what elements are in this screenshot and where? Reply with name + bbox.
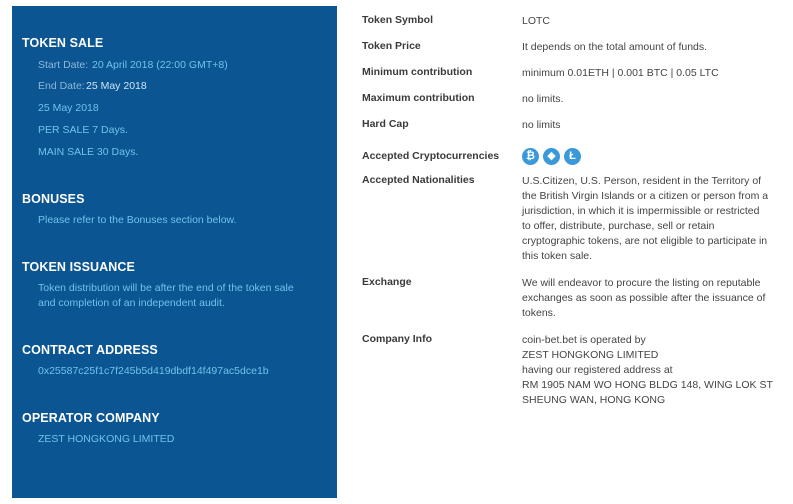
operator-company-heading: OPERATOR COMPANY: [22, 411, 160, 425]
end-date-row: [22, 79, 337, 94]
contract-address-value[interactable]: 0x25587c25f1c7f245b5d419dbdf14f497ac5dce1b: [38, 365, 269, 377]
start-date-row: [22, 58, 337, 73]
crypto-icons: [522, 148, 782, 165]
nationality-line: cryptographic tokens, are not eligible to participate in: [522, 235, 768, 247]
detail-key: Hard Cap: [362, 118, 409, 130]
company-line: having our registered address at: [522, 364, 673, 376]
bitcoin-icon: ₿: [522, 148, 539, 165]
detail-value: no limits: [522, 119, 561, 131]
token-details-table: [362, 14, 782, 408]
token-issuance-heading: TOKEN ISSUANCE: [22, 260, 135, 274]
company-line: RM 1905 NAM WO HONG BLDG 148, WING LOK ST: [522, 379, 773, 391]
token-issuance-line-2: and completion of an independent audit.: [38, 297, 225, 309]
presale-duration: PER SALE 7 Days.: [38, 124, 128, 136]
start-date-label: Start Date:: [38, 59, 89, 71]
end-date-label: End Date:: [38, 80, 85, 92]
nationality-line: jurisdiction, in which it is impermissible or restricted: [522, 205, 760, 217]
company-line: ZEST HONGKONG LIMITED: [522, 349, 659, 361]
exchange-line: exchanges as soon as possible after the issuance of: [522, 292, 766, 304]
detail-value: [522, 276, 782, 333]
detail-value: [522, 333, 782, 408]
detail-row-hard-cap: [362, 118, 782, 140]
detail-row-token-symbol: [362, 14, 782, 40]
detail-value: no limits.: [522, 93, 564, 105]
detail-row-exchange: [362, 276, 782, 333]
detail-row-min-contribution: [362, 66, 782, 92]
bonuses-text: Please refer to the Bonuses section below.: [38, 214, 237, 226]
detail-row-accepted-crypto: [362, 140, 782, 172]
nationality-line: this token sale.: [522, 250, 593, 262]
detail-row-max-contribution: [362, 92, 782, 118]
exchange-line: We will endeavor to procure the listing on reputable: [522, 277, 761, 289]
detail-row-company-info: [362, 333, 782, 408]
operator-company-value: ZEST HONGKONG LIMITED: [38, 433, 175, 445]
mainsale-duration: MAIN SALE 30 Days.: [38, 146, 139, 158]
token-issuance-line-1: Token distribution will be after the end of the token sale: [38, 282, 294, 294]
end-date-value: 25 May 2018: [86, 80, 147, 92]
ethereum-icon: ◆: [543, 148, 560, 165]
detail-value: minimum 0.01ETH | 0.001 BTC | 0.05 LTC: [522, 67, 719, 79]
start-date-value: 20 April 2018 (22:00 GMT+8): [92, 59, 228, 71]
company-line: coin-bet.bet is operated by: [522, 334, 646, 346]
detail-value: It depends on the total amount of funds.: [522, 41, 708, 53]
ico-summary-panel: [12, 6, 337, 498]
detail-value: [522, 174, 782, 276]
nationality-line: U.S.Citizen, U.S. Person, resident in the Territory of: [522, 175, 762, 187]
bonuses-heading: BONUSES: [22, 192, 85, 206]
detail-key: Token Price: [362, 40, 421, 52]
detail-row-nationalities: [362, 174, 782, 276]
bonuses-section: [22, 192, 337, 228]
sale-date: 25 May 2018: [38, 102, 99, 114]
contract-address-section: [22, 343, 337, 379]
detail-key: Exchange: [362, 276, 412, 288]
token-sale-section: [22, 36, 337, 160]
detail-key: Minimum contribution: [362, 66, 473, 78]
detail-key: Accepted Cryptocurrencies: [362, 150, 500, 162]
operator-company-section: [22, 411, 337, 447]
nationality-line: to offer, distribute, purchase, sell or retain: [522, 220, 715, 232]
token-issuance-section: [22, 260, 337, 311]
detail-value: LOTC: [522, 15, 551, 27]
company-line: SHEUNG WAN, HONG KONG: [522, 394, 666, 406]
detail-key: Accepted Nationalities: [362, 174, 475, 186]
exchange-line: tokens.: [522, 307, 556, 319]
detail-key: Maximum contribution: [362, 92, 475, 104]
detail-key: Token Symbol: [362, 14, 433, 26]
detail-key: Company Info: [362, 333, 432, 345]
nationality-line: the British Virgin Islands or a citizen or person from a: [522, 190, 769, 202]
detail-row-token-price: [362, 40, 782, 66]
contract-address-heading: CONTRACT ADDRESS: [22, 343, 158, 357]
litecoin-icon: Ł: [564, 148, 581, 165]
token-sale-heading: TOKEN SALE: [22, 36, 104, 50]
